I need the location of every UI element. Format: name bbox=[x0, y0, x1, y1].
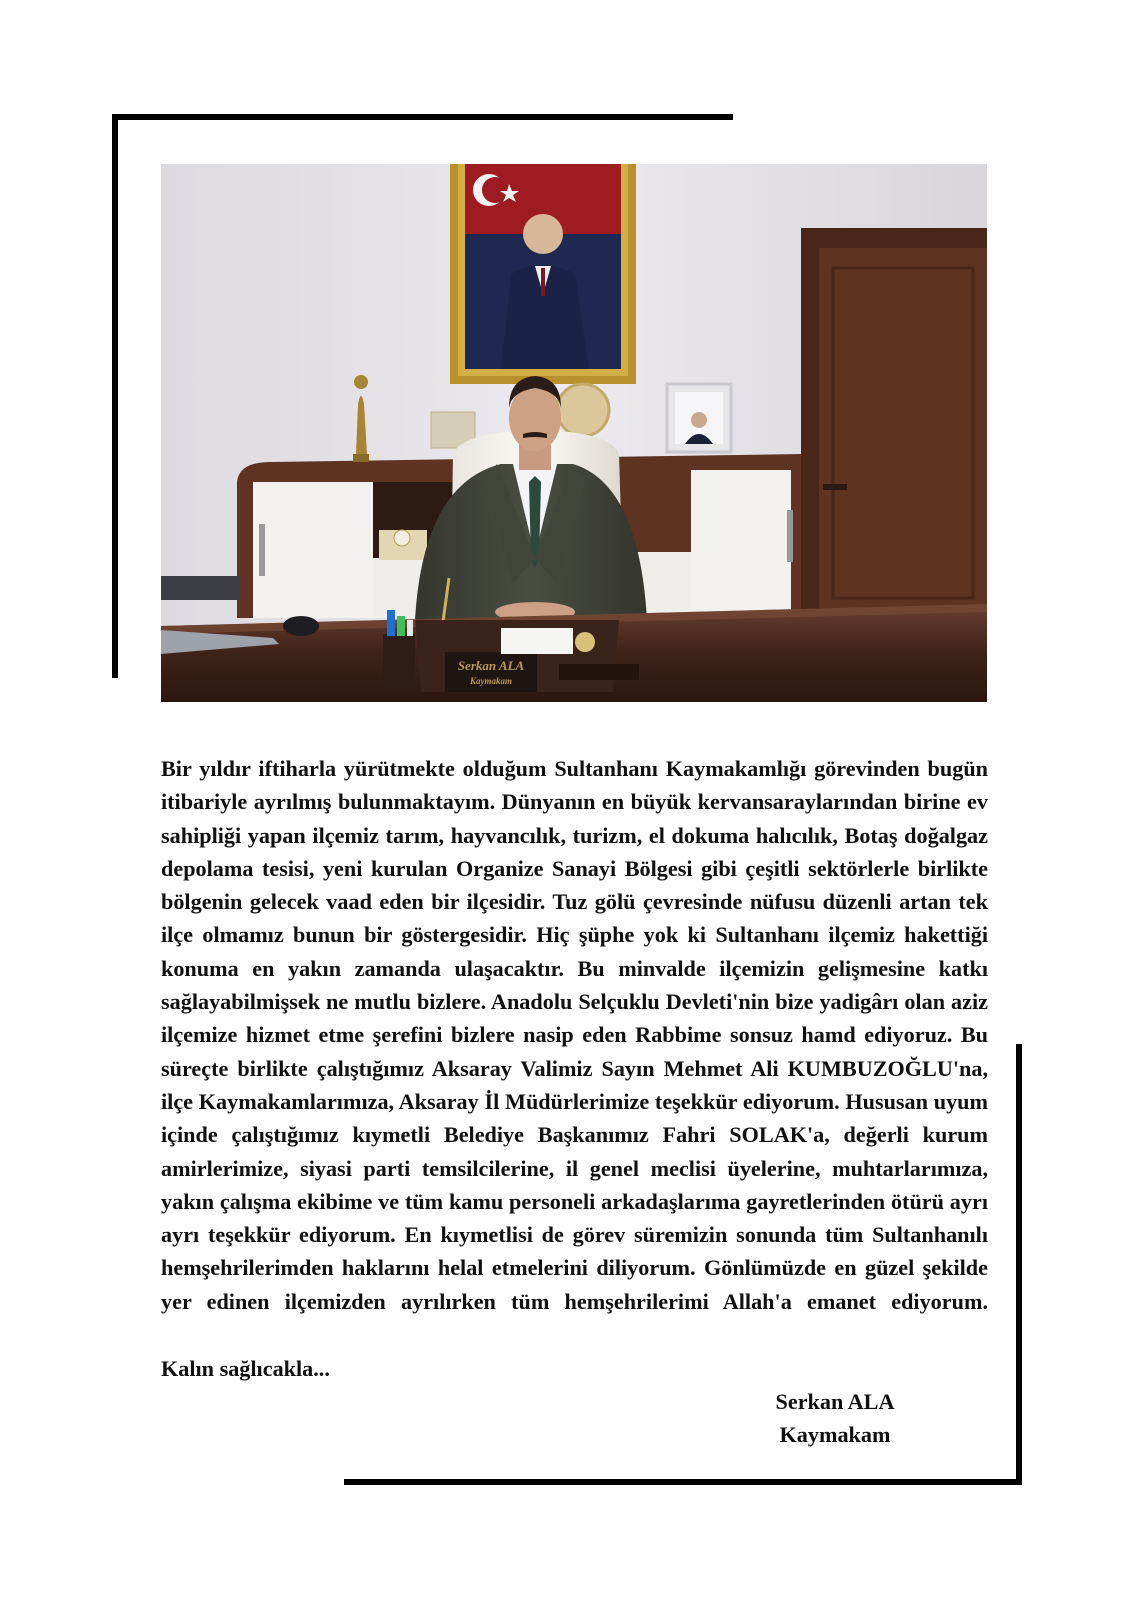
office-photo bbox=[161, 164, 987, 702]
nameplate-title: Kaymakam bbox=[470, 676, 512, 686]
frame-bar-bottom bbox=[344, 1479, 1022, 1485]
letter-body: Bir yıldır iftiharla yürütmekte olduğum Sultanhanı Kaymakamlığı görevinden bugün itibariyle ayrılmış bulunmaktayım. Dünyanın en büyük kervansaraylarından birine ev sahipliği yapan ilçemiz tarım, hayvancılık, turizm, el dokuma halıcılık, Botaş doğalgaz depolama tesisi, yeni kurulan Organize Sanayi Bölgesi gibi çeşitli sektörlerle birlikte bölgenin gelecek vaad eden bir ilçesidir. Tuz gölü çevresinde nüfusu düzenli artan tek ilçe olmamız bunun bir göstergesidir. Hiç şüphe yok ki Sultanhanı ilçemiz hakettiği konuma en yakın zamanda ulaşacaktır. Bu minvalde ilçemizin gelişmesine katkı sağlayabilmişsek ne mutlu bizlere. Anadolu Selçuklu Devleti'nin bize yadigârı olan aziz ilçemize hizmet etme şerefini bizlere nasip eden Rabbime sonsuz hamd ediyoruz. Bu süreçte birlikte çalıştığımız Aksaray Valimiz Sayın Mehmet Ali KUMBUZOĞLU'na, ilçe Kaymakamlarımıza, Aksaray İl Müdürlerimize teşekkür ediyorum. Hususan uyum içinde çalıştığımız kıymetli Belediye Başkanımız Fahri SOLAK'a, değerli kurum amirlerimize, siyasi parti temsilcilerine, il genel meclisi üyelerine, muhtarlarımıza, yakın çalışma ekibime ve tüm kamu personeli arkadaşlarıma gayretlerinden ötürü ayrı ayrı teşekkür ediyorum. En kıymetlisi de görev süremizin sonunda tüm Sultanhanılı hemşehrilerimden haklarını helal etmelerini diliyorum. Gönlümüzde en güzel şekilde yer edinen ilçemizden ayrılırken tüm hemşehrilerimi Allah'a emanet ediyorum. bbox=[161, 756, 988, 1314]
nameplate-name: Serkan ALA bbox=[457, 658, 525, 673]
frame-bar-left bbox=[112, 114, 118, 678]
signer-title: Kaymakam bbox=[779, 1422, 891, 1447]
frame-bar-top bbox=[112, 114, 733, 120]
signature-block bbox=[740, 1385, 930, 1451]
frame-bar-right bbox=[1016, 1044, 1022, 1485]
signer-name: Serkan ALA bbox=[775, 1389, 895, 1414]
closing-line: Kalın sağlıcakla... bbox=[161, 1356, 330, 1381]
